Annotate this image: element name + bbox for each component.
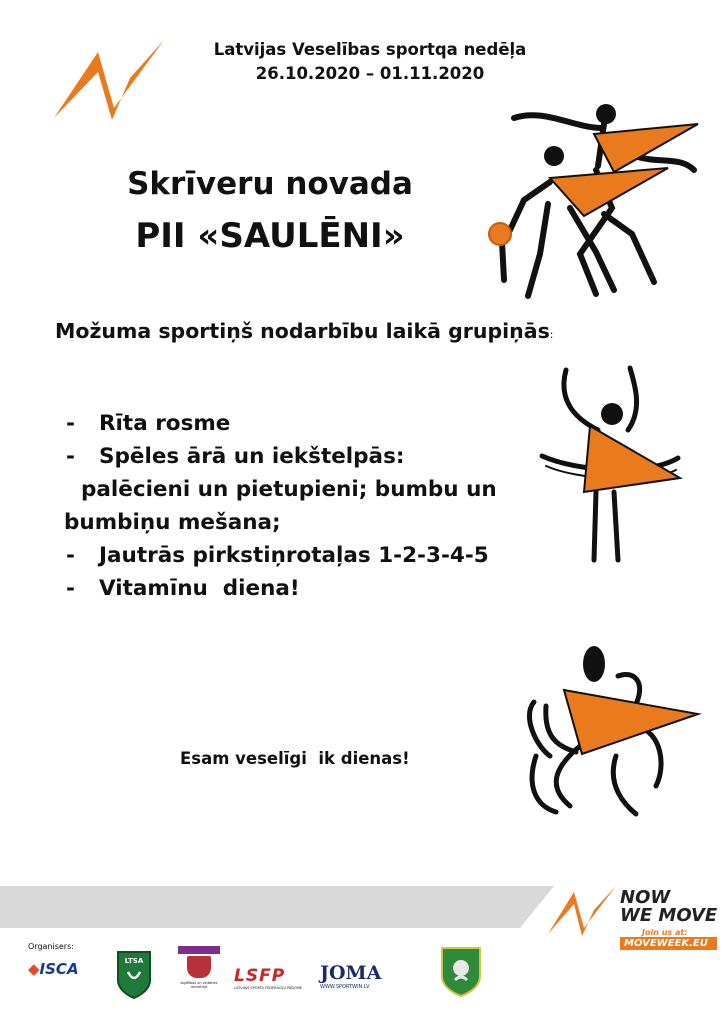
now-we-move-line2: WE MOVE (620, 905, 718, 926)
joma-text: JOMA (320, 962, 382, 984)
title-line1: Skrīveru novada (127, 166, 413, 202)
title-line2: PII «SAULĒNI» (135, 216, 405, 256)
moveweek-url[interactable]: MOVEWEEK.EU (620, 937, 717, 950)
lsfp-text: LSFP (234, 966, 286, 986)
svg-text:LTSA: LTSA (124, 957, 144, 965)
event-title: Latvijas Veselības sportqa nedēļa (213, 40, 527, 59)
slogan: Esam veselīgi ik dienas! (180, 749, 410, 768)
activity-item: - Rīta rosme (66, 411, 231, 436)
moveweek-logo-icon (52, 38, 166, 120)
ltsa-shield-icon (116, 950, 152, 1000)
activity-item: - Jautrās pirkstiņrotaļas 1-2-3-4-5 (66, 543, 489, 568)
event-dates: 26.10.2020 – 01.11.2020 (255, 64, 485, 83)
skriveri-coat-of-arms-icon (440, 946, 482, 998)
players-with-ball-illustration (484, 104, 706, 304)
activity-item: - Vitamīnu diena! (66, 576, 300, 601)
lsfp-subtitle: LATVIJAS SPORTA FEDERĀCIJU PADOME (234, 986, 303, 990)
footer-strip (0, 886, 554, 928)
now-we-move-line1: NOW (620, 887, 671, 908)
organisers-label: Organisers: (28, 942, 74, 951)
activity-item: palēcieni un pietupieni; bumbu un (66, 477, 497, 502)
subtitle (55, 319, 554, 343)
activity-list (66, 407, 497, 605)
lsfp-logo (234, 966, 302, 990)
coat-of-arms-icon (187, 956, 211, 978)
joma-url: WWW.SPORTWIN.LV (320, 984, 370, 990)
now-we-move-logo-icon (546, 884, 618, 936)
joma-logo (320, 962, 381, 990)
ministry-logo (178, 946, 220, 989)
ministry-name: Izglītības un zinātnes ministrija (180, 981, 218, 989)
now-we-move-logo (620, 889, 717, 950)
hula-hoop-illustration (538, 360, 684, 570)
isca-logo: ◆ISCA (28, 960, 79, 978)
activity-item: - Spēles ārā un iekštelpās: (66, 444, 405, 469)
join-us-label: Join us at: (642, 928, 688, 937)
activity-item: bumbiņu mešana; (64, 510, 281, 535)
jumping-figure-illustration (516, 636, 706, 826)
subtitle-suffix: : (549, 328, 554, 341)
ministry-band-icon (178, 946, 220, 954)
subtitle-main: Možuma sportiņš nodarbību laikā grupiņās (55, 319, 550, 343)
